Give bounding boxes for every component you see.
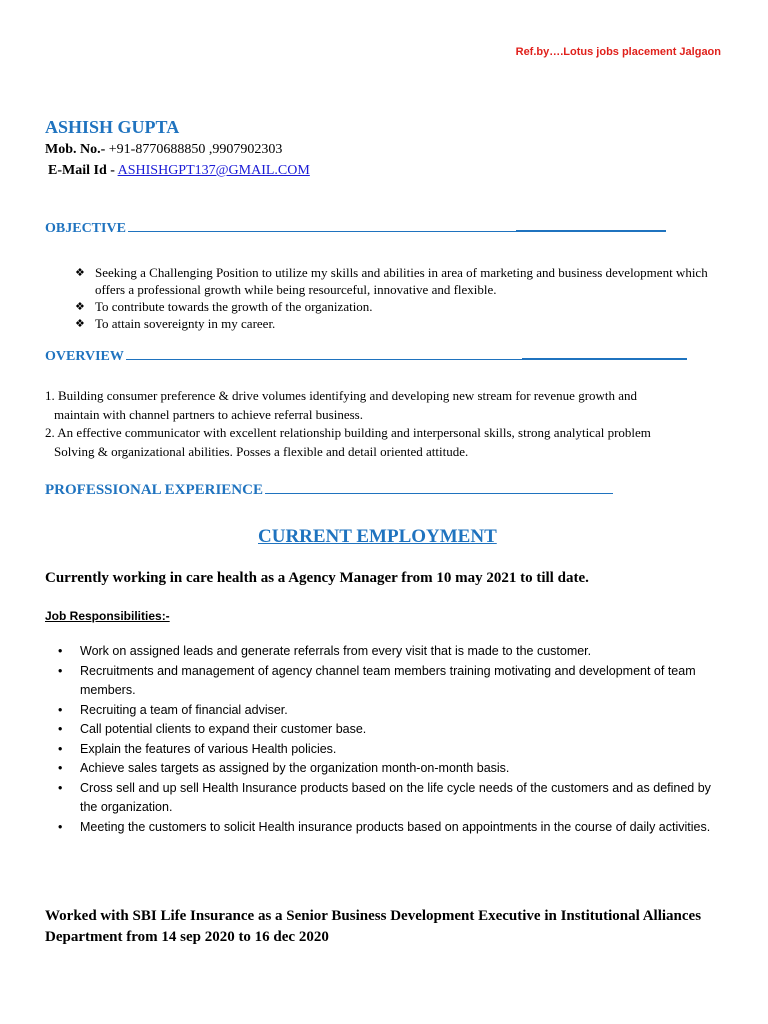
mobile-label: Mob. No.- <box>45 142 106 157</box>
overview-heading <box>45 349 687 365</box>
diamond-bullet-icon: ❖ <box>75 317 85 330</box>
overview-p1-line2: maintain with channel partners to achieve referral business. <box>54 406 363 422</box>
experience-rule <box>265 492 613 494</box>
list-item <box>75 298 735 315</box>
current-employment-heading: CURRENT EMPLOYMENT <box>258 526 497 547</box>
bullet-icon: • <box>58 663 63 678</box>
responsibility-text: Call potential clients to expand their customer base. <box>80 722 367 736</box>
bullet-icon: • <box>58 819 63 834</box>
diamond-bullet-icon: ❖ <box>75 300 85 313</box>
bullet-icon: • <box>58 702 63 717</box>
list-item <box>58 642 728 662</box>
bullet-icon: • <box>58 644 63 658</box>
responsibility-text: Work on assigned leads and generate referrals from every visit that is made to the customer. <box>80 644 592 658</box>
objective-item-text: Seeking a Challenging Position to utilize my skills and abilities in area of marketing and business development which offers a professional growth while being resourceful, innovative and flexible. <box>95 265 708 297</box>
objective-heading-text: OBJECTIVE <box>45 221 126 236</box>
email-link[interactable]: ASHISHGPT137@GMAIL.COM <box>117 163 310 178</box>
list-item <box>75 264 735 298</box>
overview-text <box>45 387 735 461</box>
email-label: E-Mail Id - <box>48 163 115 178</box>
overview-heading-text: OVERVIEW <box>45 349 124 364</box>
responsibility-text: Cross sell and up sell Health Insurance products based on the life cycle needs of the customers and as defined by the organization. <box>80 780 711 814</box>
list-item <box>58 818 728 838</box>
email-line <box>48 163 310 179</box>
list-item <box>58 759 728 779</box>
responsibility-text: Explain the features of various Health policies. <box>80 741 337 756</box>
objective-item-text: To attain sovereignty in my career. <box>95 316 276 331</box>
responsibilities-label: Job Responsibilities:- <box>45 609 170 623</box>
experience-heading <box>45 482 613 499</box>
objective-item-text: To contribute towards the growth of the organization. <box>95 299 373 314</box>
list-item <box>58 720 728 740</box>
list-item <box>58 662 728 701</box>
reference-note: Ref.by….Lotus jobs placement Jalgaon <box>515 46 721 58</box>
bullet-icon: • <box>58 780 63 795</box>
overview-p2-line2: Solving & organizational abilities. Posses a flexible and detail oriented attitude. <box>54 443 469 459</box>
diamond-bullet-icon: ❖ <box>75 266 85 279</box>
bullet-icon: • <box>58 741 63 756</box>
responsibility-text: Recruitments and management of agency channel team members training motivating and development of team members. <box>80 663 696 697</box>
responsibility-text: Recruiting a team of financial adviser. <box>80 702 288 717</box>
responsibilities-list <box>58 642 728 837</box>
objective-list <box>75 264 735 332</box>
list-item <box>75 315 735 332</box>
bullet-icon: • <box>58 761 63 775</box>
objective-heading <box>45 221 666 237</box>
bullet-icon: • <box>58 722 63 736</box>
mobile-line <box>45 142 282 158</box>
list-item <box>58 701 728 721</box>
overview-rule-accent <box>522 357 687 360</box>
mobile-value: +91-8770688850 ,9907902303 <box>105 142 283 157</box>
list-item <box>58 779 728 818</box>
responsibility-text: Meeting the customers to solicit Health insurance products based on appointments in the course of daily activities. <box>80 819 711 834</box>
experience-heading-text: PROFESSIONAL EXPERIENCE <box>45 482 263 498</box>
responsibility-text: Achieve sales targets as assigned by the organization month-on-month basis. <box>80 761 510 775</box>
overview-rule <box>126 358 522 360</box>
overview-p1-line1: 1. Building consumer preference & drive volumes identifying and developing new stream for revenue growth and <box>45 388 638 403</box>
objective-rule-accent <box>516 229 666 232</box>
current-role: Currently working in care health as a Agency Manager from 10 may 2021 to till date. <box>45 570 589 586</box>
candidate-name: ASHISH GUPTA <box>45 117 180 137</box>
objective-rule <box>128 230 516 232</box>
list-item <box>58 740 728 760</box>
previous-role: Worked with SBI Life Insurance as a Senior Business Development Executive in Institutional Alliances Department from 14 sep 2020 to 16 dec 2020 <box>45 908 702 945</box>
overview-p2-line1: 2. An effective communicator with excellent relationship building and interpersonal skills, strong analytical problem <box>45 425 651 440</box>
